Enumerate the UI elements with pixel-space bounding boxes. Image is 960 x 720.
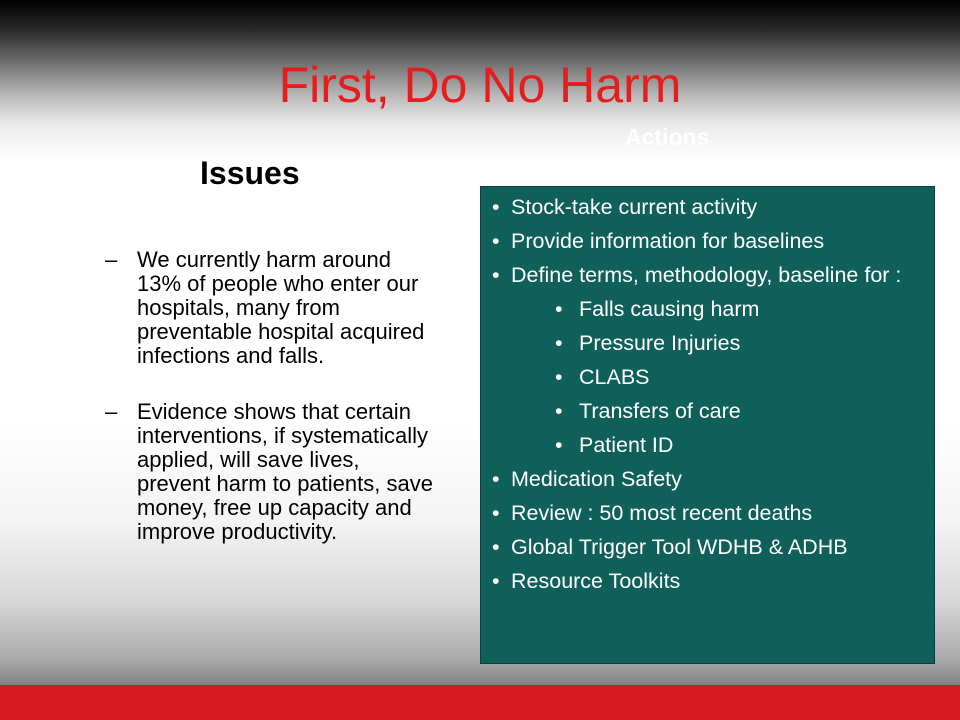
bullet-marker: •: [492, 535, 500, 559]
issue-text: We currently harm around 13% of people who enter our hospitals, many from preventable hospital acquired infections and falls.: [137, 247, 425, 368]
action-text: Provide information for baselines: [511, 229, 825, 253]
bullet-marker: •: [492, 229, 500, 253]
bullet-marker: •: [492, 501, 500, 525]
action-text: Review : 50 most recent deaths: [511, 501, 813, 525]
dash-marker: –: [105, 247, 118, 272]
bullet-marker: •: [492, 569, 500, 593]
actions-heading: Actions: [625, 124, 710, 150]
action-text: Resource Toolkits: [511, 569, 681, 593]
action-item: [489, 501, 926, 525]
action-text: Transfers of care: [579, 399, 741, 423]
action-subitem: [489, 365, 926, 389]
action-subitem: [489, 331, 926, 355]
issue-item: [105, 400, 435, 544]
bullet-marker: •: [492, 263, 500, 287]
action-item: [489, 535, 926, 559]
bullet-marker: •: [555, 331, 563, 355]
dash-marker: –: [105, 399, 118, 424]
action-text: Medication Safety: [511, 467, 682, 491]
action-subitem: [489, 399, 926, 423]
actions-box: [480, 186, 935, 664]
bullet-marker: •: [555, 365, 563, 389]
action-text: Pressure Injuries: [579, 331, 741, 355]
action-text: Falls causing harm: [579, 297, 760, 321]
action-text: Patient ID: [579, 433, 674, 457]
action-subitem: [489, 433, 926, 457]
action-item: [489, 569, 926, 593]
action-text: Stock-take current activity: [511, 195, 758, 219]
bullet-marker: •: [492, 467, 500, 491]
action-item: [489, 229, 926, 253]
bullet-marker: •: [555, 399, 563, 423]
issue-text: Evidence shows that certain interventions, if systematically applied, will save lives, prevent harm to patients, save money, free up capacity and improve productivity.: [137, 399, 433, 544]
action-item: [489, 195, 926, 219]
action-item: [489, 263, 926, 287]
bullet-marker: •: [555, 433, 563, 457]
actions-list: [489, 195, 926, 603]
action-subitem: [489, 297, 926, 321]
bullet-marker: •: [555, 297, 563, 321]
action-text: Global Trigger Tool WDHB & ADHB: [511, 535, 848, 559]
slide-title: First, Do No Harm: [278, 57, 682, 113]
action-text: CLABS: [579, 365, 650, 389]
bullet-marker: •: [492, 195, 500, 219]
issue-item: [105, 248, 435, 368]
footer-bar: [0, 685, 960, 720]
action-item: [489, 467, 926, 491]
action-text: Define terms, methodology, baseline for :: [511, 263, 902, 287]
issues-list: [105, 248, 435, 576]
issues-heading: Issues: [200, 155, 300, 191]
